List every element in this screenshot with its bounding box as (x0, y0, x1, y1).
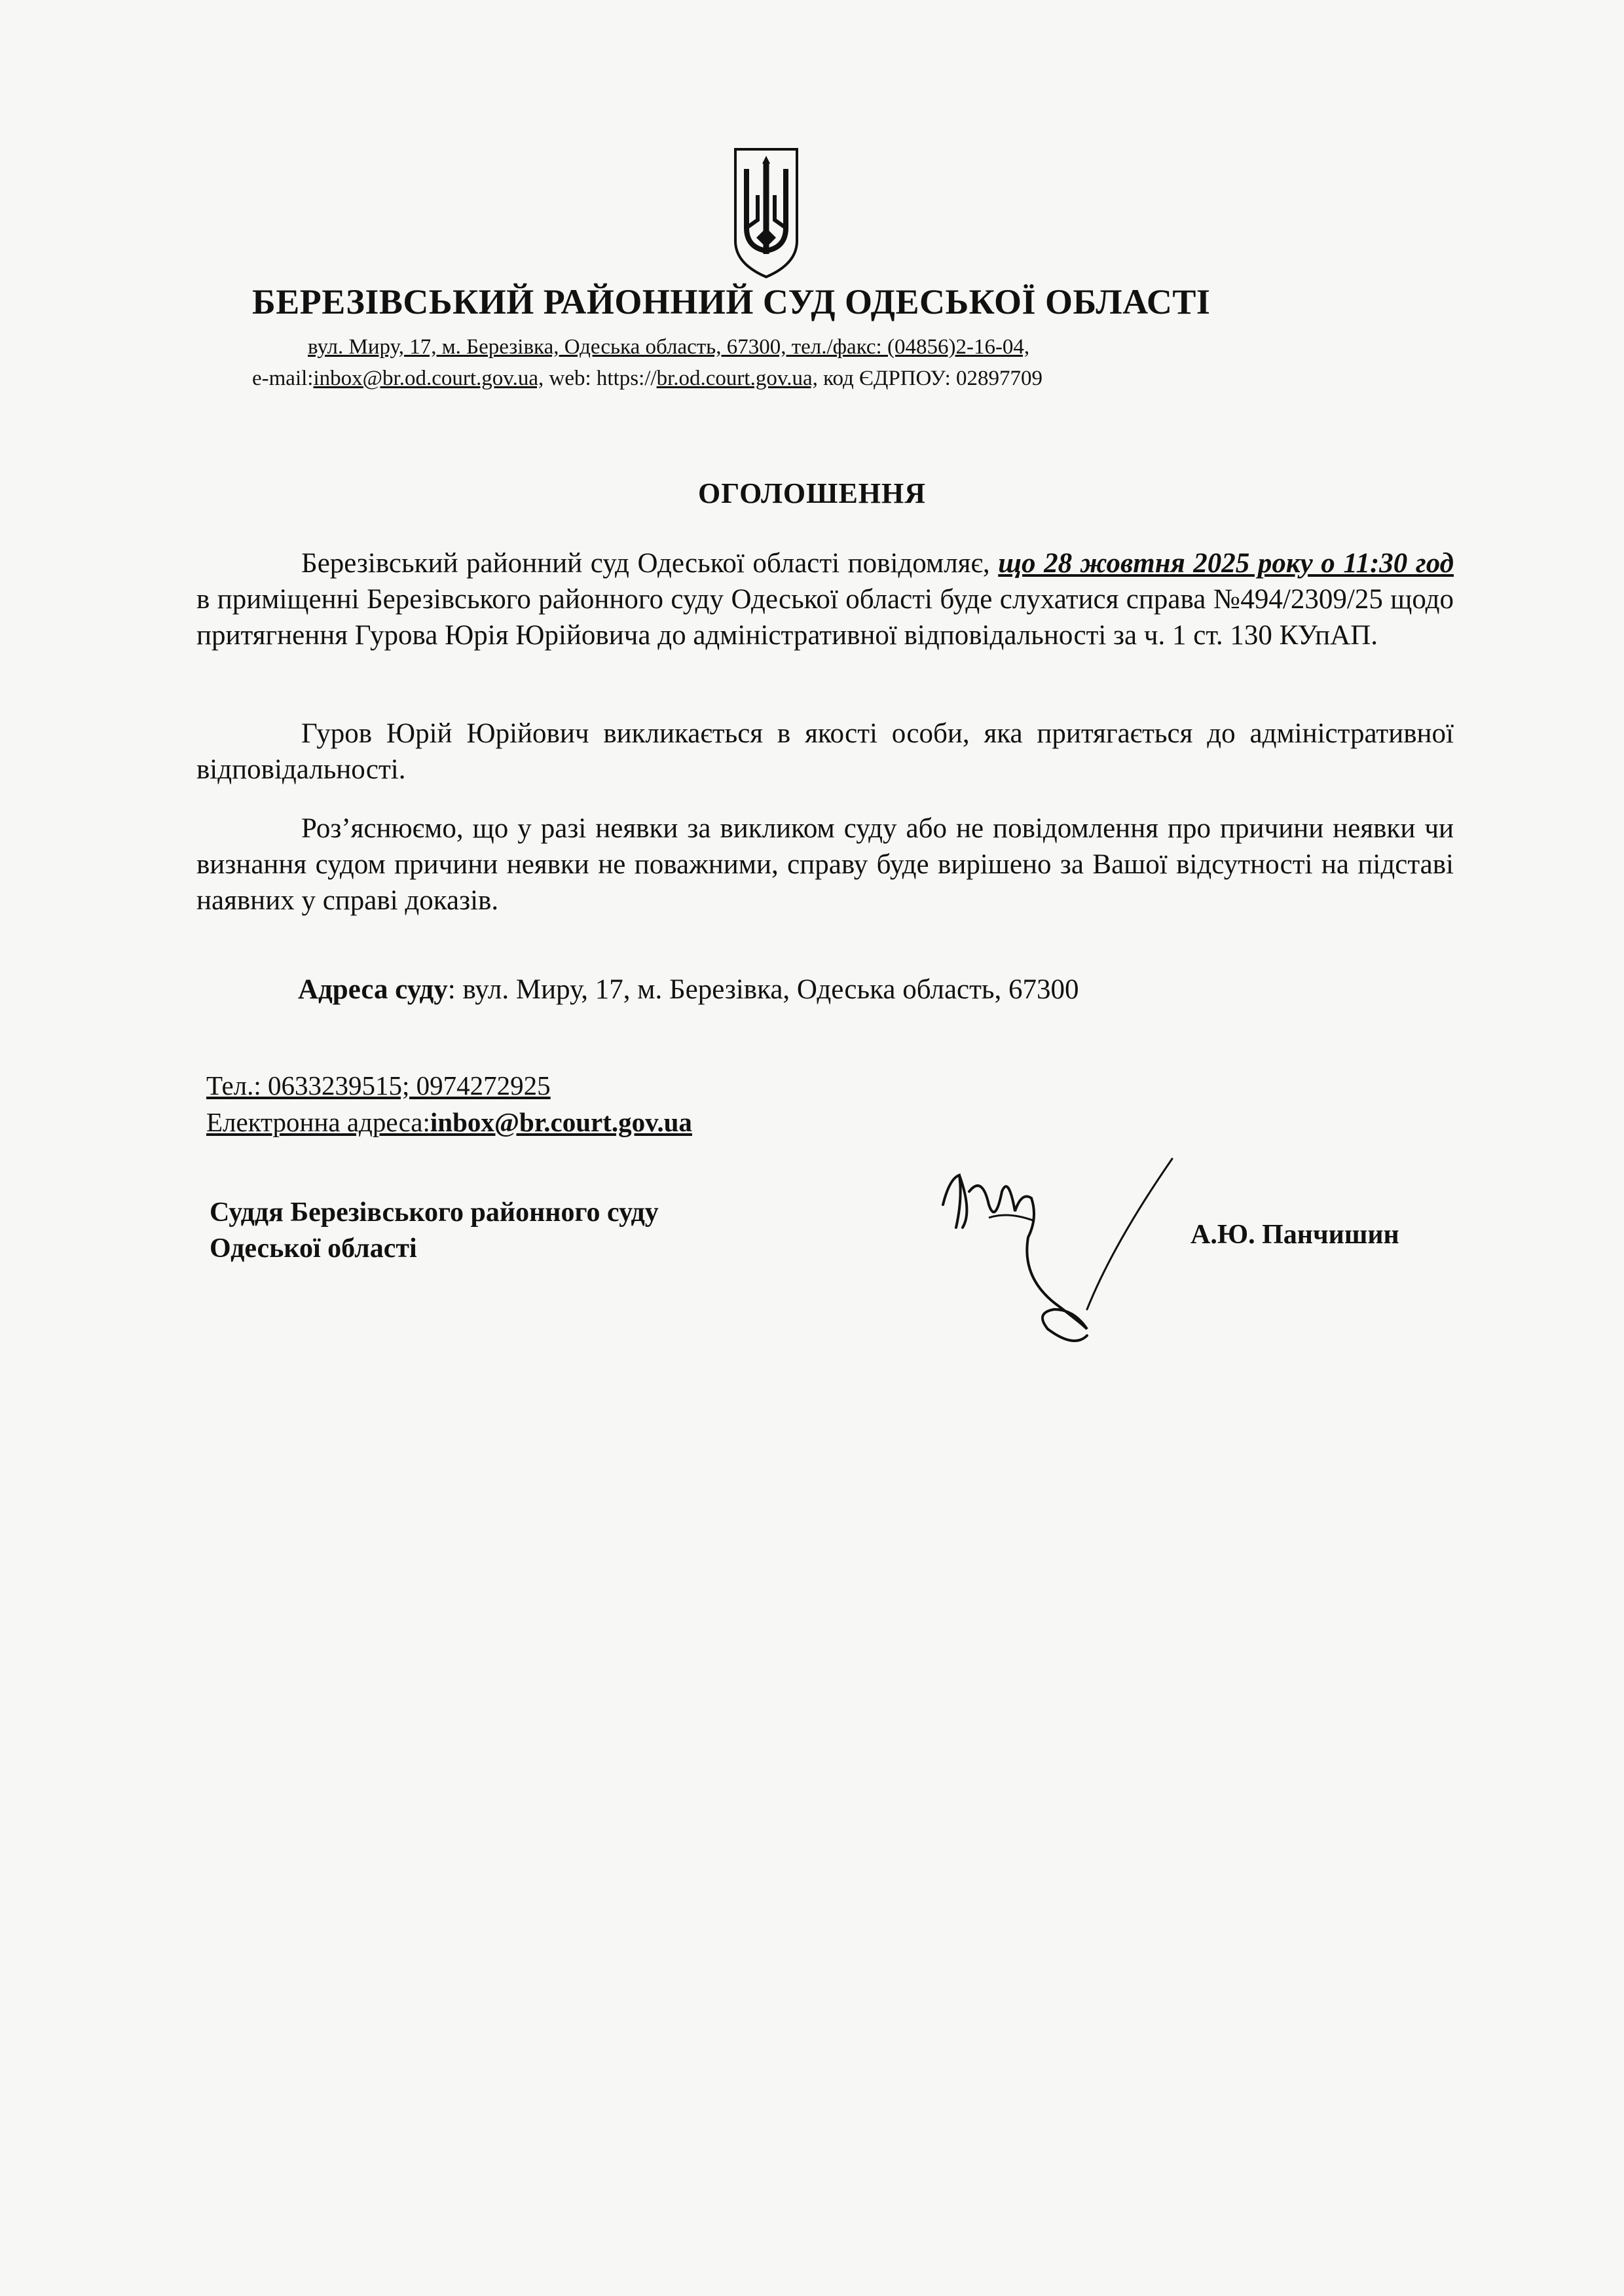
email-label: Електронна адреса: (206, 1107, 430, 1137)
letterhead-contacts (252, 367, 1043, 391)
court-address (298, 974, 1079, 1006)
paragraph-lead: Березівський районний суд Одеської області повідомляє, (301, 548, 999, 579)
email-prefix: e-mail: (252, 367, 314, 390)
court-name: БЕРЕЗІВСЬКИЙ РАЙОННИЙ СУД ОДЕСЬКОЇ ОБЛАСТІ (252, 282, 1211, 321)
handwritten-signature-icon (923, 1113, 1218, 1362)
phone-numbers: Тел.: 0633239515; 0974272925 (206, 1070, 551, 1101)
judge-name: А.Ю. Панчишин (1190, 1220, 1399, 1250)
trident-coat-of-arms-icon (730, 143, 802, 280)
letterhead-web-link[interactable]: br.od.court.gov.ua, (656, 367, 818, 390)
court-address-value: : вул. Миру, 17, м. Березівка, Одеська область, 67300 (447, 974, 1079, 1005)
paragraph-hearing (196, 545, 1454, 653)
judge-title-line2: Одеської області (210, 1233, 417, 1264)
paragraph-rest: в приміщенні Березівського районного суду Одеської області буде слухатися справа №494/2309/25 щодо притягнення Гурова Юрія Юрійовича до адміністративної відповідальності за ч. 1 ст. 130 КУпАП. (196, 584, 1454, 651)
paragraph-summons: Гуров Юрій Юрійович викликається в якості особи, яка притягається до адміністративної відповідальності. (196, 718, 1454, 785)
hearing-date: що 28 жовтня 2025 року о 11:30 год (998, 548, 1454, 579)
paragraph-explanation: Роз’яснюємо, що у разі неявки за викликом суду або не повідомлення про причини неявки чи визнання судом причини неявки не поважними, справу буде вирішено за Вашої відсутності на підставі наявних у справі доказів. (196, 813, 1454, 916)
letterhead-address: вул. Миру, 17, м. Березівка, Одеська область, 67300, тел./факс: (04856)2-16-04, (308, 335, 1030, 359)
page-title: ОГОЛОШЕННЯ (697, 477, 927, 509)
contacts-block (206, 1067, 692, 1140)
judge-title-line1: Суддя Березівського районного суду (210, 1197, 659, 1228)
contact-email-link[interactable]: inbox@br.court.gov.ua (430, 1107, 692, 1137)
letterhead-email-link[interactable]: inbox@br.od.court.gov.ua, (313, 367, 544, 390)
web-prefix: web: https:// (544, 367, 657, 390)
court-address-label: Адреса суду (298, 974, 448, 1005)
edrpou-code: код ЄДРПОУ: 02897709 (817, 367, 1043, 390)
judge-title (210, 1195, 659, 1267)
